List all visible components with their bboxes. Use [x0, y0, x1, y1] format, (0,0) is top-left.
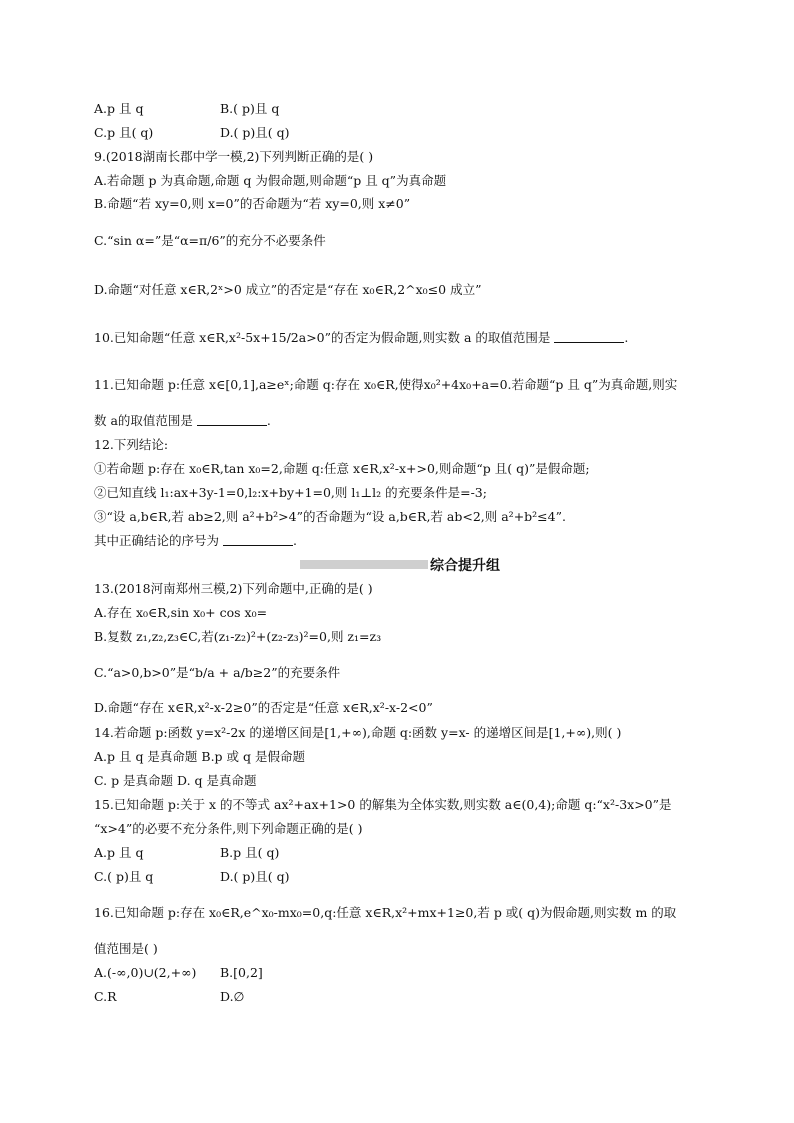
question-15: 15.已知命题 p:关于 x 的不等式 ax²+ax+1>0 的解集为全体实数,则实数 a∈(0,4);命题 q:“x²-3x>0”是	[94, 797, 672, 812]
q11-answer-blank[interactable]	[197, 413, 267, 426]
q9-option-a: A.若命题 p 为真命题,命题 q 为假命题,则命题“p 且 q”为真命题	[94, 173, 447, 188]
q13-option-a: A.存在 x₀∈R,sin x₀+ cos x₀=	[94, 605, 268, 620]
q13-option-d: D.命题“存在 x∈R,x²-x-2≥0”的否定是“任意 x∈R,x²-x-2<0”	[94, 700, 433, 715]
q8-option-a: A.p 且 q	[94, 101, 144, 116]
q11-text: 数 a的取值范围是	[94, 413, 193, 428]
q12-statement-3: ③“设 a,b∈R,若 ab≥2,则 a²+b²>4”的否命题为“设 a,b∈R,若 ab<2,则 a²+b²≤4”.	[94, 509, 566, 524]
q12-text: 其中正确结论的序号为	[94, 533, 220, 548]
question-12: 12.下列结论:	[94, 437, 169, 452]
q8-option-c: C.p 且( q)	[94, 125, 154, 140]
q12-statement-2: ②已知直线 l₁:ax+3y-1=0,l₂:x+by+1=0,则 l₁⊥l₂ 的充要条件是=-3;	[94, 485, 487, 500]
question-14: 14.若命题 p:函数 y=x²-2x 的递增区间是[1,+∞),命题 q:函数 y=x- 的递增区间是[1,+∞),则( )	[94, 725, 622, 740]
question-9: 9.(2018湖南长郡中学一模,2)下列判断正确的是( )	[94, 149, 374, 164]
q16-option-b: B.[0,2]	[220, 965, 263, 980]
q11-continued: 数 a的取值范围是 .	[94, 413, 271, 428]
q16-continued: 值范围是( )	[94, 941, 158, 956]
q16-option-d: D.∅	[220, 989, 245, 1004]
q9-option-d: D.命题“对任意 x∈R,2ˣ>0 成立”的否定是“存在 x₀∈R,2^x₀≤0 成立”	[94, 282, 482, 297]
q15-option-d: D.( p)且( q)	[220, 869, 290, 884]
q9-option-b: B.命题“若 xy=0,则 x=0”的否命题为“若 xy=0,则 x≠0”	[94, 196, 411, 211]
q8-option-d: D.( p)且( q)	[220, 125, 290, 140]
q8-option-b: B.( p)且 q	[220, 101, 280, 116]
section-divider-bar	[300, 560, 428, 569]
q10-answer-blank[interactable]	[554, 330, 624, 343]
q15-continued: “x>4”的必要不充分条件,则下列命题正确的是( )	[94, 821, 363, 836]
question-16: 16.已知命题 p:存在 x₀∈R,e^x₀-mx₀=0,q:任意 x∈R,x²+mx+1≥0,若 p 或( q)为假命题,则实数 m 的取	[94, 905, 677, 920]
q15-option-b: B.p 且( q)	[220, 845, 280, 860]
q12-answer-blank[interactable]	[223, 533, 293, 546]
question-13: 13.(2018河南郑州三模,2)下列命题中,正确的是( )	[94, 581, 373, 596]
question-10: 10.已知命题“任意 x∈R,x²-5x+15/2a>0”的否定为假命题,则实数 a 的取值范围是 .	[94, 330, 629, 345]
q10-text: 10.已知命题“任意 x∈R,x²-5x+15/2a>0”的否定为假命题,则实数 a 的取值范围是	[94, 330, 551, 345]
q16-option-a: A.(-∞,0)∪(2,+∞)	[94, 965, 197, 980]
q12-conclusion: 其中正确结论的序号为 .	[94, 533, 297, 548]
q13-option-c: C.“a>0,b>0”是“b/a + a/b≥2”的充要条件	[94, 665, 341, 680]
question-11: 11.已知命题 p:任意 x∈[0,1],a≥eˣ;命题 q:存在 x₀∈R,使得x₀²+4x₀+a=0.若命题“p 且 q”为真命题,则实	[94, 377, 678, 392]
q16-option-c: C.R	[94, 989, 117, 1004]
q12-statement-1: ①若命题 p:存在 x₀∈R,tan x₀=2,命题 q:任意 x∈R,x²-x+>0,则命题“p 且( q)”是假命题;	[94, 461, 590, 476]
q15-option-c: C.( p)且 q	[94, 869, 154, 884]
q13-option-b: B.复数 z₁,z₂,z₃∈C,若(z₁-z₂)²+(z₂-z₃)²=0,则 z₁=z₃	[94, 629, 382, 644]
q14-options-ab: A.p 且 q 是真命题 B.p 或 q 是假命题	[94, 749, 305, 764]
q14-options-cd: C. p 是真命题 D. q 是真命题	[94, 773, 257, 788]
q9-option-c: C.“sin α=”是“α=π/6”的充分不必要条件	[94, 233, 326, 248]
q15-option-a: A.p 且 q	[94, 845, 144, 860]
section-title: 综合提升组	[430, 558, 500, 574]
